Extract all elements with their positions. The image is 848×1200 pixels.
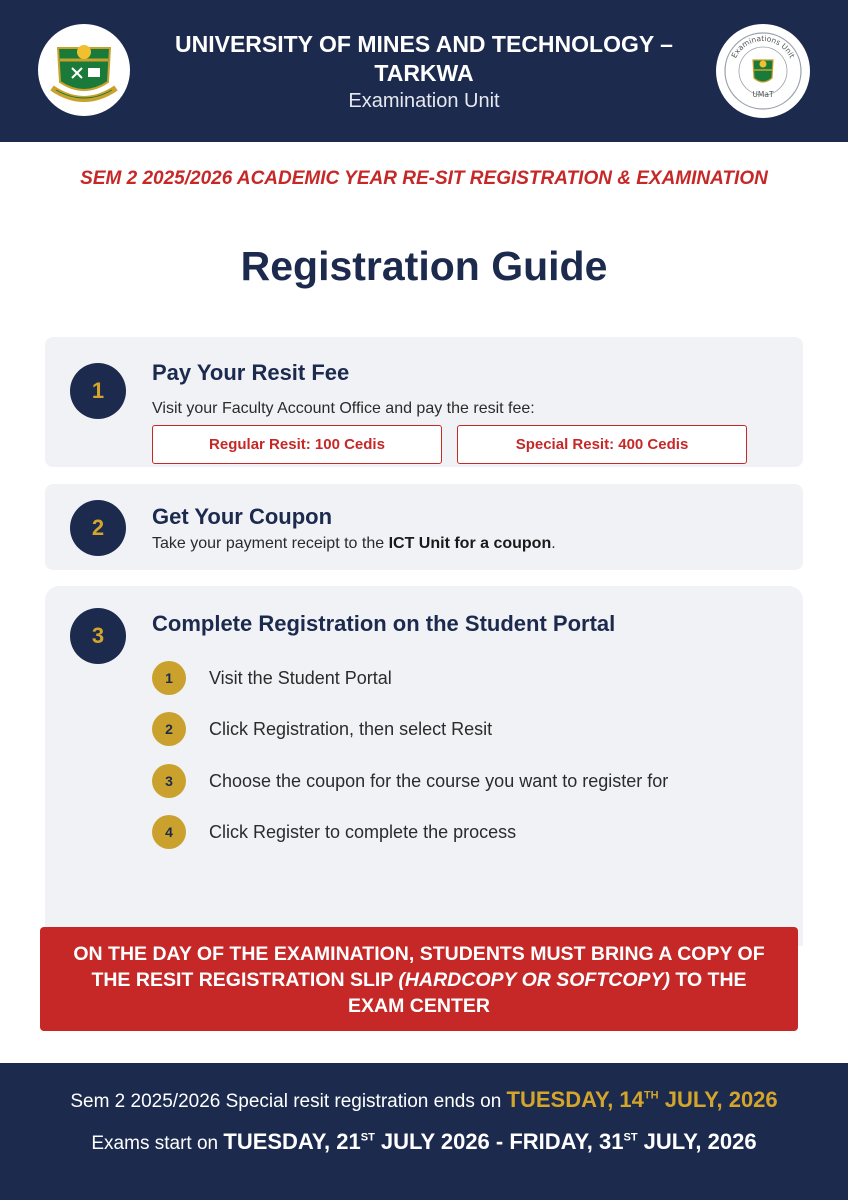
exam-dates-line xyxy=(0,1129,848,1155)
exam-start-day: TUESDAY, 21 xyxy=(223,1129,361,1154)
step-description: Visit your Faculty Account Office and pay the resit fee: xyxy=(152,400,535,417)
substep-number-badge: 2 xyxy=(152,712,186,746)
page-footer xyxy=(0,1063,848,1200)
step-title: Get Your Coupon xyxy=(152,504,333,529)
academic-year-banner: SEM 2 2025/2026 ACADEMIC YEAR RE-SIT REGISTRATION & EXAMINATION xyxy=(80,168,768,189)
step-description xyxy=(152,535,556,553)
warning-text-italic: (HARDCOPY OR SOFTCOPY) xyxy=(398,969,670,991)
exam-start-suffix: ST xyxy=(360,1131,375,1144)
exam-end-month-year: JULY, 2026 xyxy=(637,1129,757,1154)
step-card-get-coupon xyxy=(45,484,803,570)
exam-day-warning-banner xyxy=(40,927,798,1031)
special-resit-fee-box: Special Resit: 400 Cedis xyxy=(457,425,747,464)
exam-end-suffix: ST xyxy=(623,1131,638,1144)
substep-text: Click Registration, then select Resit xyxy=(209,718,493,739)
substep-text: Click Register to complete the process xyxy=(209,821,517,842)
exam-range-middle: JULY 2026 - FRIDAY, 31 xyxy=(374,1129,624,1154)
warning-text-part3: TO THE EXAM CENTER xyxy=(348,969,747,1017)
coupon-text-bold: ICT Unit for a coupon xyxy=(388,535,552,552)
step-number-badge: 2 xyxy=(70,500,126,556)
substep-number-badge: 3 xyxy=(152,764,186,798)
regular-resit-fee-box: Regular Resit: 100 Cedis xyxy=(152,425,442,464)
examinations-unit-seal-logo xyxy=(716,24,810,118)
step-card-portal-registration xyxy=(45,586,803,946)
substep-item xyxy=(152,661,392,695)
warning-text-part1: ON THE DAY OF THE EXAMINATION, STUDENTS MUST BRING A COPY OF THE RESIT REGISTRATION SLIP xyxy=(73,943,765,991)
deadline-date xyxy=(507,1087,778,1112)
step-title: Complete Registration on the Student Portal xyxy=(152,611,616,636)
deadline-label: Sem 2 2025/2026 Special resit registration ends on xyxy=(70,1091,507,1112)
substep-text: Choose the coupon for the course you want to register for xyxy=(209,770,669,791)
substep-number-badge: 4 xyxy=(152,815,186,849)
step-title: Pay Your Resit Fee xyxy=(152,360,350,385)
substep-text: Visit the Student Portal xyxy=(209,667,392,688)
deadline-date-day: TUESDAY, 14 xyxy=(506,1087,644,1112)
page-header xyxy=(0,0,848,142)
page-title: Registration Guide xyxy=(240,243,608,289)
substep-item xyxy=(152,764,668,798)
deadline-date-month-year: JULY, 2026 xyxy=(658,1087,778,1112)
registration-deadline-line xyxy=(0,1087,848,1113)
substep-item xyxy=(152,815,516,849)
exam-dates-label: Exams start on xyxy=(91,1133,224,1154)
substep-number-badge: 1 xyxy=(152,661,186,695)
substep-item xyxy=(152,712,492,746)
seal-bottom-text: UMaT xyxy=(752,90,774,99)
university-crest-logo xyxy=(38,24,130,116)
exam-dates-range xyxy=(223,1129,756,1154)
coupon-text-before: Take your payment receipt to the xyxy=(152,535,389,552)
step-number-badge: 1 xyxy=(70,363,126,419)
unit-name: Examination Unit xyxy=(348,90,500,112)
university-name: UNIVERSITY OF MINES AND TECHNOLOGY – TARKWA xyxy=(175,31,673,86)
coupon-text-after: . xyxy=(551,535,556,552)
step-number-badge: 3 xyxy=(70,608,126,664)
seal-top-text: Examinations Unit xyxy=(729,33,797,60)
step-card-pay-fee xyxy=(45,337,803,467)
deadline-date-suffix: TH xyxy=(643,1089,659,1102)
